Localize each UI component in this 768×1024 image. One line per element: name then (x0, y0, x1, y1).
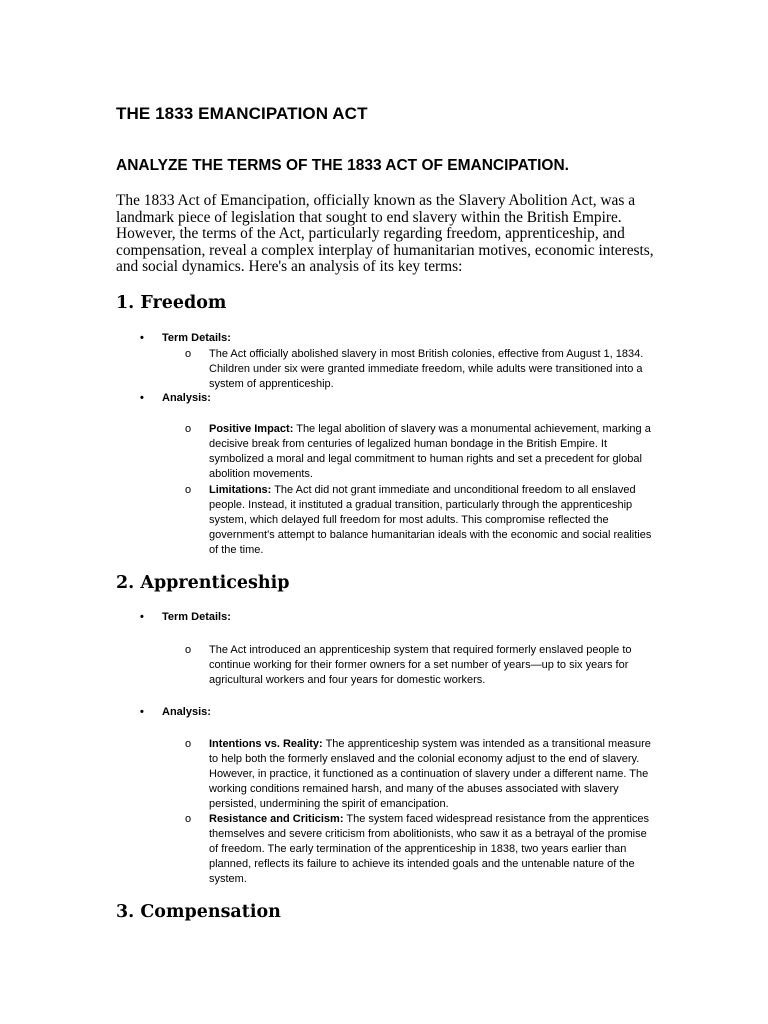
sub-bullet-icon: o (185, 738, 192, 750)
bullet-icon: • (140, 611, 144, 623)
bullet-icon: • (140, 332, 144, 344)
sub-item-text: The apprenticeship system was intended as a transitional measure to help both the formerly enslaved and the colonial economy adjust to the end of slavery. However, in practice, it functioned as a continuation of slavery under a different name. The working conditions remained harsh, and many of the abuses associated with slavery persisted, undermining the spirit of emancipation. (209, 738, 651, 810)
intro-paragraph: The 1833 Act of Emancipation, officially known as the Slavery Abolition Act, was a landmark piece of legislation that sought to end slavery within the British Empire. However, the terms of the Act, particularly regarding freedom, apprenticeship, and compensation, reveal a complex interplay of humanitarian motives, economic interests, and social dynamics. Here's an analysis of its key terms: (116, 192, 654, 276)
sub-item-lead: Intentions vs. Reality: (209, 738, 323, 750)
sub-item (185, 643, 655, 688)
sub-item-lead: Resistance and Criticism: (209, 813, 344, 825)
document-title: THE 1833 EMANCIPATION ACT (116, 104, 368, 123)
sub-bullet-icon: o (185, 348, 192, 360)
sub-bullet-icon: o (185, 813, 192, 825)
sub-item (185, 422, 655, 482)
sub-item-text: The Act introduced an apprenticeship system that required formerly enslaved people to continue working for their former owners for a set number of years—up to six years for agricultural workers and four years for domestic workers. (209, 644, 632, 686)
document-subtitle: ANALYZE THE TERMS OF THE 1833 ACT OF EMANCIPATION. (116, 157, 569, 174)
section-heading-compensation: 3. Compensation (116, 902, 281, 922)
sub-bullet-icon: o (185, 423, 192, 435)
sub-item (185, 737, 655, 812)
section-heading-freedom: 1. Freedom (116, 293, 227, 313)
sub-item-text: The system faced widespread resistance from the apprentices themselves and severe criticism from abolitionists, who saw it as a betrayal of the promise of freedom. The early termination of the apprenticeship in 1838, two years earlier than planned, reflects its failure to achieve its intended goals and the untenable nature of the system. (209, 813, 650, 885)
sub-item-lead: Limitations: (209, 484, 272, 496)
bullet-icon: • (140, 706, 144, 718)
sub-item (185, 483, 655, 558)
document-page: THE 1833 EMANCIPATION ACT ANALYZE THE TERMS OF THE 1833 ACT OF EMANCIPATION. The 1833 Act of Emancipation, officially known as the Slavery Abolition Act, was a landmark piece of legislation that sought to end slavery within the British Empire. However, the terms of the Act, particularly regarding freedom, apprenticeship, and compensation, reveal a complex interplay of humanitarian motives, economic interests, and social dynamics. Here's an analysis of its key terms: 1. Freedom • Term Details: o The Act officially abolished slavery in most British colonies, effective from August 1, 1834. Children under six were granted immediate freedom, while adults were transitioned into a system of apprenticeship. • Analysis: o Positive Impact: The legal abolition of slavery was a monumental achievement, marking a decisive break from centuries of legalized human bondage in the British Empire. It symbolized a moral and legal commitment to human rights and set a precedent for global abolition movements. o Limitations: The Act did not grant immediate and unconditional freedom to all enslaved people. Instead, it instituted a gradual transition, particularly through the apprenticeship system, which delayed full freedom for most adults. This compromise reflected the government's attempt to balance humanitarian ideals with the economic and social realities of the time. 2. Apprenticeship • Term Details: o The Act introduced an apprenticeship system that required formerly enslaved people to continue working for their former owners for a set number of years—up to six years for agricultural workers and four years for domestic workers. • Analysis: o Intentions vs. Reality: The apprenticeship system was intended as a transitional measure to help both the formerly enslaved and the colonial economy adjust to the end of slavery. However, in practice, it functioned as a continuation of slavery under a different name. The working conditions remained harsh, and many of the abuses associated with slavery persisted, undermining the spirit of emancipation. o Resistance and Criticism: The system faced widespread resistance from the apprentices themselves and severe criticism from abolitionists, who saw it as a betrayal of the promise of freedom. The early termination of the apprenticeship in 1838, two years earlier than planned, reflects its failure to achieve its intended goals and the untenable nature of the system. 3. Compensation (0, 0, 768, 1024)
sub-bullet-icon: o (185, 644, 192, 656)
sub-item-text: The Act did not grant immediate and unconditional freedom to all enslaved people. Instead, it instituted a gradual transition, particularly through the apprenticeship system, which delayed full freedom for most adults. This compromise reflected the government's attempt to balance humanitarian ideals with the economic and social realities of the time. (209, 484, 652, 556)
sub-item-text: The legal abolition of slavery was a monumental achievement, marking a decisive break from centuries of legalized human bondage in the British Empire. It symbolized a moral and legal commitment to human rights and set a precedent for global abolition movements. (209, 423, 651, 480)
bullet-icon: • (140, 392, 144, 404)
sub-item-text: The Act officially abolished slavery in most British colonies, effective from August 1, 1834. Children under six were granted immediate freedom, while adults were transitioned into a system of apprenticeship. (209, 348, 644, 390)
sub-item (185, 812, 655, 887)
sub-item (185, 347, 655, 392)
sub-item-lead: Positive Impact: (209, 423, 294, 435)
section-heading-apprenticeship: 2. Apprenticeship (116, 573, 290, 593)
sub-bullet-icon: o (185, 484, 192, 496)
